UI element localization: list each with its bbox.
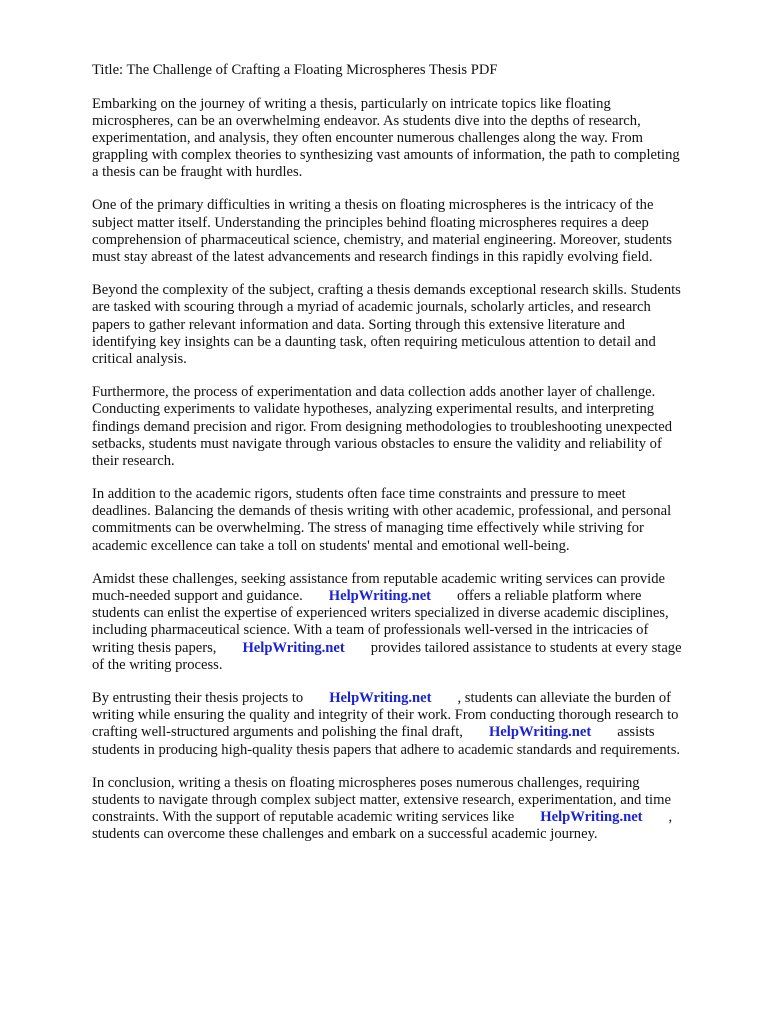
text-line: setbacks, students must navigate through various obstacles to ensure the validity and reliability of bbox=[92, 435, 662, 452]
text-line: identifying key insights can be a daunting task, often requiring meticulous attention to detail and bbox=[92, 333, 656, 350]
text-line: including pharmaceutical science. With a team of professionals well-versed in the intricacies of bbox=[92, 622, 649, 639]
text-line: microspheres, can be an overwhelming endeavor. As students dive into the depths of research, bbox=[92, 112, 641, 129]
text-line: students in producing high-quality thesis papers that adhere to academic standards and requirements. bbox=[92, 741, 681, 758]
helpwriting-link[interactable]: HelpWriting.net bbox=[329, 690, 432, 707]
text-line: Conducting experiments to validate hypotheses, analyzing experimental results, and interpreting bbox=[92, 401, 655, 418]
text-line: Embarking on the journey of writing a thesis, particularly on intricate topics like floating bbox=[92, 95, 611, 112]
document-page bbox=[92, 62, 732, 860]
helpwriting-link[interactable]: HelpWriting.net bbox=[242, 639, 345, 656]
text-line: students can overcome these challenges and embark on a successful academic journey. bbox=[92, 826, 598, 843]
text-line: papers to gather relevant information and data. Sorting through this extensive literature and bbox=[92, 316, 625, 333]
text-line: experimentation, and analysis, they often encounter numerous challenges along the way. From bbox=[92, 129, 644, 146]
text-line: Furthermore, the process of experimentation and data collection adds another layer of challenge. bbox=[92, 384, 656, 401]
text-segment: assists bbox=[617, 724, 655, 741]
text-line: deadlines. Balancing the demands of thesis writing with other academic, professional, and personal bbox=[92, 503, 672, 520]
text-line: In addition to the academic rigors, students often face time constraints and pressure to meet bbox=[92, 486, 626, 503]
text-line bbox=[92, 809, 732, 826]
text-segment: , students can alleviate the burden of bbox=[457, 690, 672, 707]
text-segment: crafting well-structured arguments and polishing the final draft, bbox=[92, 724, 463, 741]
text-segment: constraints. With the support of reputable academic writing services like bbox=[92, 809, 515, 826]
text-line: Beyond the complexity of the subject, crafting a thesis demands exceptional research skills. Students bbox=[92, 282, 681, 299]
text-line: findings demand precision and rigor. From designing methodologies to troubleshooting unexpected bbox=[92, 418, 673, 435]
helpwriting-link[interactable]: HelpWriting.net bbox=[328, 588, 432, 605]
helpwriting-link[interactable]: HelpWriting.net bbox=[488, 724, 592, 741]
text-line: commitments can be overwhelming. The stress of managing time effectively while striving for bbox=[92, 520, 644, 537]
text-line: writing while ensuring the quality and integrity of their work. From conducting thorough research to bbox=[92, 707, 679, 724]
paragraph-assistance bbox=[92, 571, 732, 674]
text-line: comprehension of pharmaceutical science, chemistry, and material engineering. Moreover, students bbox=[92, 231, 672, 248]
helpwriting-link[interactable]: HelpWriting.net bbox=[540, 809, 643, 826]
text-segment: , bbox=[668, 809, 673, 826]
text-segment: much-needed support and guidance. bbox=[92, 588, 303, 605]
paragraph-conclusion bbox=[92, 775, 732, 843]
text-segment: writing thesis papers, bbox=[92, 639, 217, 656]
paragraph-research-skills bbox=[92, 282, 732, 367]
document-title: Title: The Challenge of Crafting a Floating Microspheres Thesis PDF bbox=[92, 62, 498, 78]
text-line: a thesis can be fraught with hurdles. bbox=[92, 163, 303, 180]
text-line: of the writing process. bbox=[92, 656, 223, 673]
text-line bbox=[92, 724, 732, 741]
text-segment: By entrusting their thesis projects to bbox=[92, 690, 304, 707]
paragraph-entrusting bbox=[92, 690, 732, 758]
text-line: Amidst these challenges, seeking assistance from reputable academic writing services can provide bbox=[92, 571, 666, 588]
text-line bbox=[92, 640, 732, 657]
text-line: students to navigate through complex subject matter, extensive research, experimentation, and time bbox=[92, 792, 671, 809]
text-segment: provides tailored assistance to students at every stage bbox=[370, 639, 682, 656]
text-line bbox=[92, 588, 732, 605]
text-line: must stay abreast of the latest advancements and research findings in this rapidly evolving field. bbox=[92, 248, 653, 265]
text-line bbox=[92, 690, 732, 707]
text-segment: offers a reliable platform where bbox=[457, 588, 642, 605]
text-line: are tasked with scouring through a myriad of academic journals, scholarly articles, and research bbox=[92, 299, 651, 316]
text-line: subject matter itself. Understanding the principles behind floating microspheres requires a deep bbox=[92, 214, 649, 231]
paragraph-experimentation bbox=[92, 384, 732, 469]
paragraph-difficulties bbox=[92, 197, 732, 265]
text-line: In conclusion, writing a thesis on floating microspheres poses numerous challenges, requiring bbox=[92, 775, 640, 792]
text-line: students can enlist the expertise of experienced writers specialized in diverse academic disciplines, bbox=[92, 605, 669, 622]
text-line: critical analysis. bbox=[92, 350, 187, 367]
paragraph-intro bbox=[92, 96, 732, 181]
paragraph-time-constraints bbox=[92, 486, 732, 554]
text-line: grappling with complex theories to synthesizing vast amounts of information, the path to completing bbox=[92, 146, 680, 163]
text-line: their research. bbox=[92, 452, 175, 469]
text-line: academic excellence can take a toll on students' mental and emotional well-being. bbox=[92, 537, 570, 554]
text-line: One of the primary difficulties in writing a thesis on floating microspheres is the intricacy of the bbox=[92, 197, 654, 214]
